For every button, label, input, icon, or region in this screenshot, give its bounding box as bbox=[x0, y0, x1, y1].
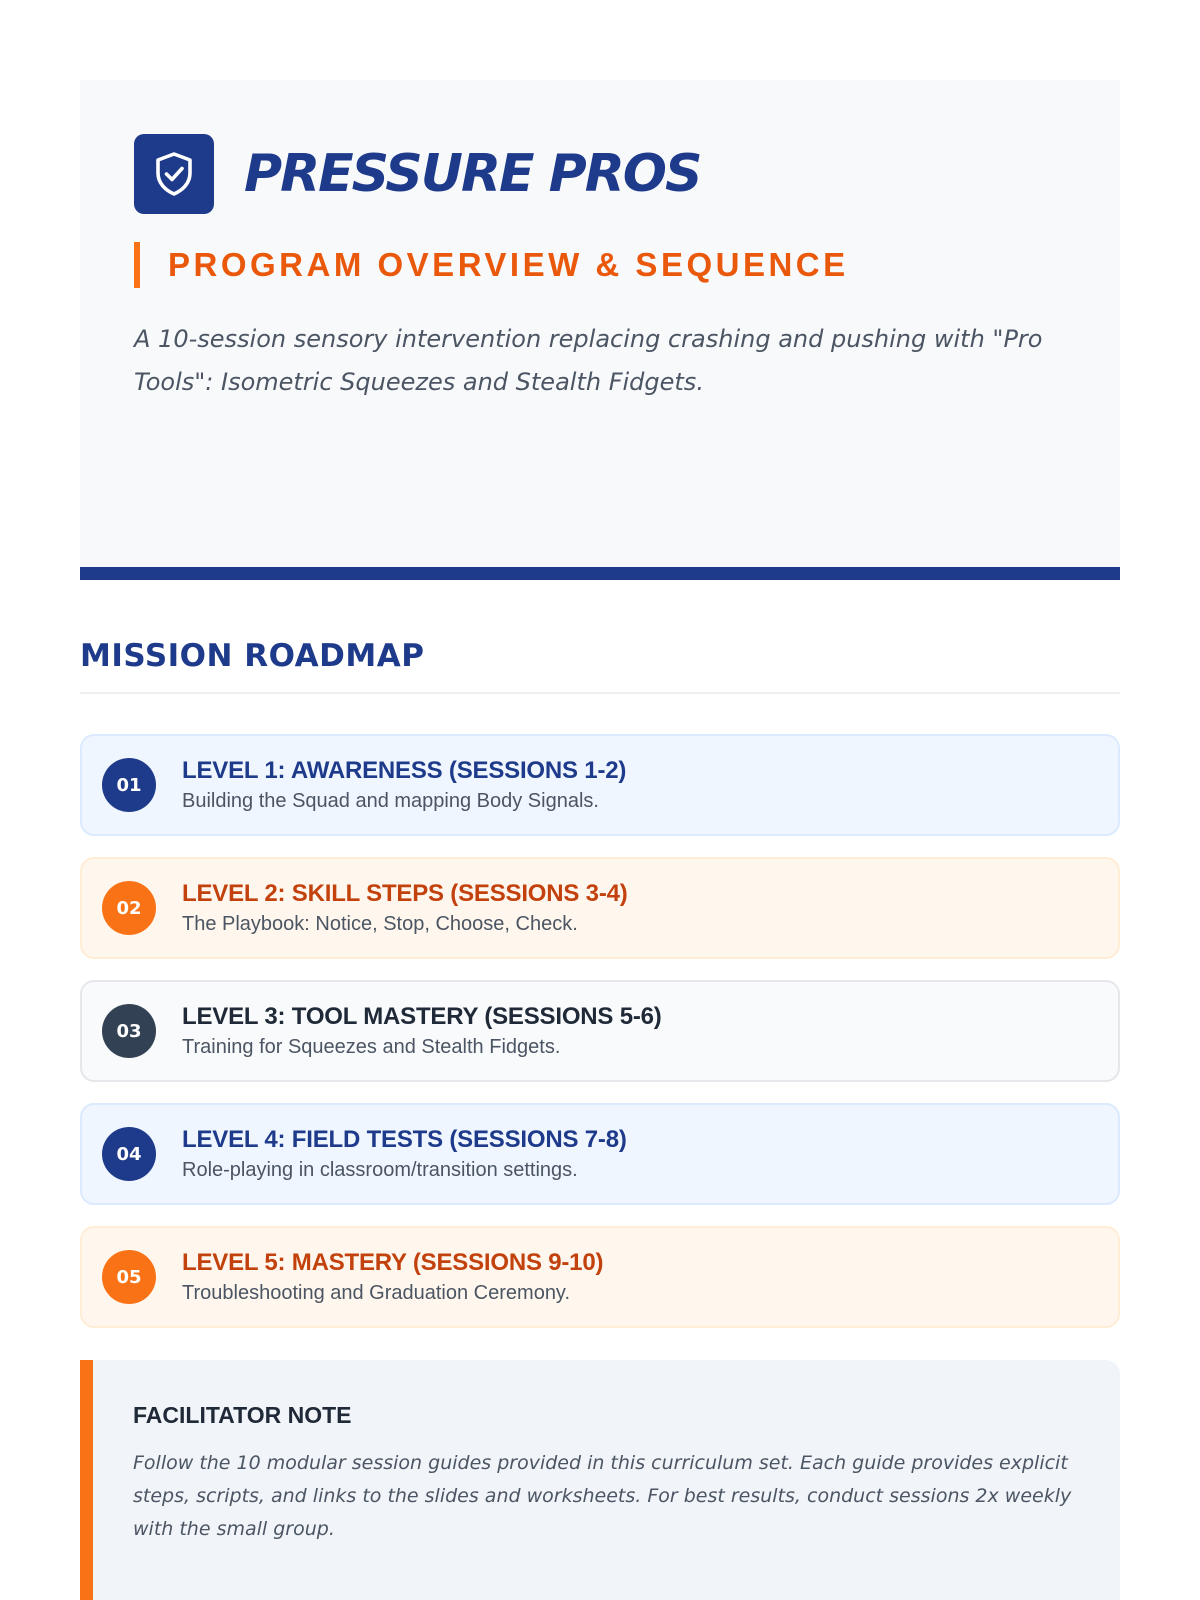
level-number-badge: 02 bbox=[102, 881, 156, 935]
level-card-1 bbox=[80, 734, 1120, 836]
program-description: A 10-session sensory intervention replacing crashing and pushing with "Pro Tools": Isometric Squeezes and Stealth Fidgets. bbox=[134, 325, 1043, 396]
level-card-5 bbox=[80, 1226, 1120, 1328]
level-title: LEVEL 2: SKILL STEPS (SESSIONS 3-4) bbox=[182, 880, 628, 907]
roadmap-list bbox=[80, 734, 1120, 1328]
level-card-4 bbox=[80, 1103, 1120, 1205]
facilitator-note bbox=[80, 1360, 1120, 1600]
level-title: LEVEL 4: FIELD TESTS (SESSIONS 7-8) bbox=[182, 1126, 627, 1153]
level-number-badge: 04 bbox=[102, 1127, 156, 1181]
brand-row bbox=[134, 134, 1066, 214]
note-title: FACILITATOR NOTE bbox=[133, 1402, 352, 1428]
level-number-badge: 05 bbox=[102, 1250, 156, 1304]
level-number-badge: 01 bbox=[102, 758, 156, 812]
page-subtitle: PROGRAM OVERVIEW & SEQUENCE bbox=[168, 246, 849, 283]
level-description: Troubleshooting and Graduation Ceremony. bbox=[182, 1282, 571, 1304]
level-title: LEVEL 1: AWARENESS (SESSIONS 1-2) bbox=[182, 757, 627, 784]
level-description: Building the Squad and mapping Body Signals. bbox=[182, 790, 599, 812]
level-description: Training for Squeezes and Stealth Fidgets. bbox=[182, 1036, 561, 1058]
shield-check-icon bbox=[134, 134, 214, 214]
note-body: Follow the 10 modular session guides provided in this curriculum set. Each guide provides explicit steps, scripts, and links to the slides and worksheets. For best results, conduct sessions 2x weekly with the small group. bbox=[133, 1452, 1072, 1540]
level-card-2 bbox=[80, 857, 1120, 959]
level-title: LEVEL 5: MASTERY (SESSIONS 9-10) bbox=[182, 1249, 604, 1276]
level-description: Role-playing in classroom/transition settings. bbox=[182, 1159, 578, 1181]
level-number-badge: 03 bbox=[102, 1004, 156, 1058]
brand-name: PRESSURE PROS bbox=[244, 144, 701, 204]
roadmap-title: MISSION ROADMAP bbox=[80, 638, 1120, 694]
level-card-3 bbox=[80, 980, 1120, 1082]
header-card bbox=[80, 80, 1120, 580]
subtitle-block bbox=[134, 242, 1066, 288]
level-title: LEVEL 3: TOOL MASTERY (SESSIONS 5-6) bbox=[182, 1003, 662, 1030]
level-description: The Playbook: Notice, Stop, Choose, Check. bbox=[182, 913, 578, 935]
